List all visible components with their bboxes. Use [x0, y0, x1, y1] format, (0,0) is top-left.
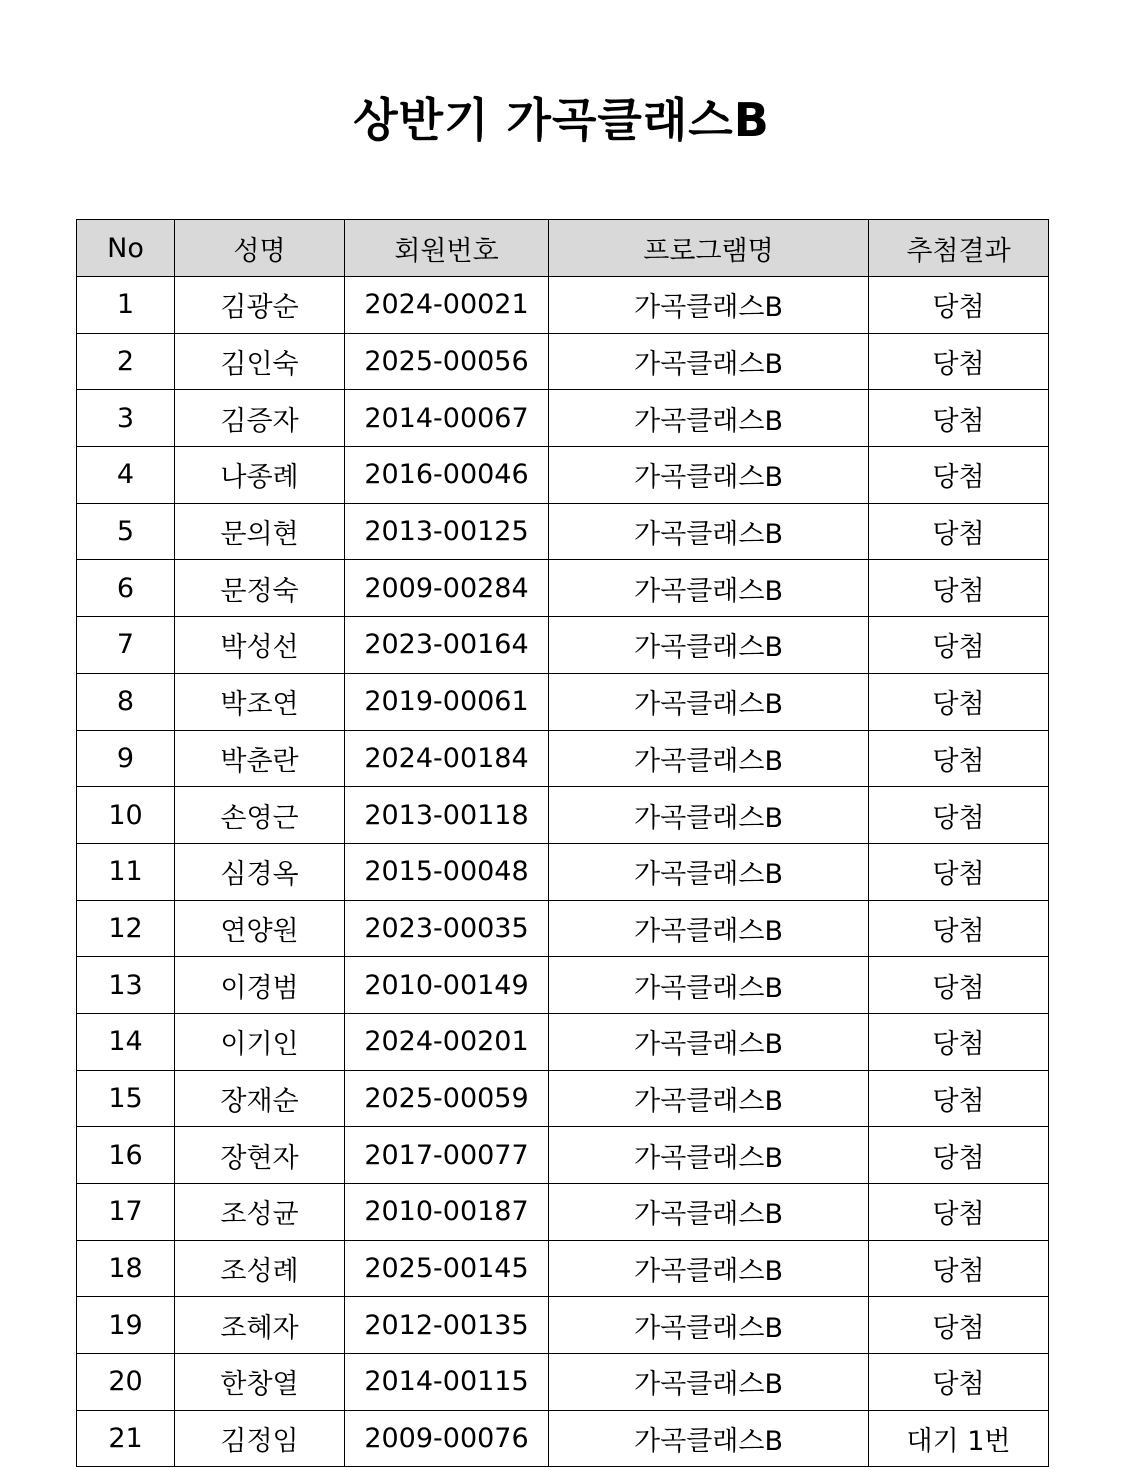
lottery-result-cell: 당첨	[869, 1354, 1049, 1411]
table-row	[77, 447, 1049, 504]
name-cell: 이경범	[175, 957, 345, 1014]
program-name-cell: 가곡클래스B	[549, 1410, 869, 1467]
name-cell: 장재순	[175, 1070, 345, 1127]
name-cell: 나종례	[175, 447, 345, 504]
program-name-cell: 가곡클래스B	[549, 1354, 869, 1411]
table-row	[77, 900, 1049, 957]
lottery-result-cell: 당첨	[869, 787, 1049, 844]
row-number-cell: 5	[77, 503, 175, 560]
member-number-cell: 2014-00067	[345, 390, 549, 447]
member-number-cell: 2023-00164	[345, 617, 549, 674]
table-row	[77, 1240, 1049, 1297]
member-number-cell: 2013-00118	[345, 787, 549, 844]
lottery-result-cell: 당첨	[869, 730, 1049, 787]
table-header-row	[77, 220, 1049, 277]
name-cell: 연양원	[175, 900, 345, 957]
program-name-cell: 가곡클래스B	[549, 1013, 869, 1070]
member-number-cell: 2025-00059	[345, 1070, 549, 1127]
row-number-cell: 2	[77, 333, 175, 390]
lottery-result-cell: 당첨	[869, 1013, 1049, 1070]
row-number-cell: 16	[77, 1127, 175, 1184]
name-cell: 손영근	[175, 787, 345, 844]
lottery-result-cell: 대기 1번	[869, 1410, 1049, 1467]
row-number-cell: 18	[77, 1240, 175, 1297]
header-member-number: 회원번호	[345, 220, 549, 277]
program-name-cell: 가곡클래스B	[549, 1240, 869, 1297]
table-row	[77, 390, 1049, 447]
row-number-cell: 20	[77, 1354, 175, 1411]
name-cell: 장현자	[175, 1127, 345, 1184]
program-name-cell: 가곡클래스B	[549, 447, 869, 504]
lottery-result-cell: 당첨	[869, 957, 1049, 1014]
row-number-cell: 19	[77, 1297, 175, 1354]
name-cell: 문의현	[175, 503, 345, 560]
name-cell: 김정임	[175, 1410, 345, 1467]
header-lottery-result: 추첨결과	[869, 220, 1049, 277]
lottery-result-cell: 당첨	[869, 1070, 1049, 1127]
header-no: No	[77, 220, 175, 277]
name-cell: 이기인	[175, 1013, 345, 1070]
header-program-name: 프로그램명	[549, 220, 869, 277]
row-number-cell: 3	[77, 390, 175, 447]
member-number-cell: 2024-00201	[345, 1013, 549, 1070]
table-row	[77, 1354, 1049, 1411]
table-row	[77, 730, 1049, 787]
lottery-result-cell: 당첨	[869, 900, 1049, 957]
name-cell: 조혜자	[175, 1297, 345, 1354]
row-number-cell: 15	[77, 1070, 175, 1127]
program-name-cell: 가곡클래스B	[549, 333, 869, 390]
program-name-cell: 가곡클래스B	[549, 503, 869, 560]
member-number-cell: 2012-00135	[345, 1297, 549, 1354]
member-number-cell: 2015-00048	[345, 843, 549, 900]
member-number-cell: 2024-00184	[345, 730, 549, 787]
name-cell: 한창열	[175, 1354, 345, 1411]
member-number-cell: 2019-00061	[345, 673, 549, 730]
row-number-cell: 17	[77, 1184, 175, 1241]
lottery-result-table	[76, 219, 1049, 1467]
row-number-cell: 11	[77, 843, 175, 900]
row-number-cell: 12	[77, 900, 175, 957]
member-number-cell: 2017-00077	[345, 1127, 549, 1184]
program-name-cell: 가곡클래스B	[549, 730, 869, 787]
program-name-cell: 가곡클래스B	[549, 900, 869, 957]
program-name-cell: 가곡클래스B	[549, 1070, 869, 1127]
lottery-result-cell: 당첨	[869, 447, 1049, 504]
row-number-cell: 6	[77, 560, 175, 617]
name-cell: 조성례	[175, 1240, 345, 1297]
table-row	[77, 1013, 1049, 1070]
program-name-cell: 가곡클래스B	[549, 617, 869, 674]
row-number-cell: 9	[77, 730, 175, 787]
member-number-cell: 2009-00284	[345, 560, 549, 617]
member-number-cell: 2010-00187	[345, 1184, 549, 1241]
row-number-cell: 8	[77, 673, 175, 730]
name-cell: 문정숙	[175, 560, 345, 617]
lottery-result-cell: 당첨	[869, 560, 1049, 617]
lottery-result-cell: 당첨	[869, 1184, 1049, 1241]
row-number-cell: 21	[77, 1410, 175, 1467]
program-name-cell: 가곡클래스B	[549, 1184, 869, 1241]
program-name-cell: 가곡클래스B	[549, 673, 869, 730]
name-cell: 김광순	[175, 277, 345, 334]
table-row	[77, 277, 1049, 334]
member-number-cell: 2010-00149	[345, 957, 549, 1014]
program-name-cell: 가곡클래스B	[549, 1127, 869, 1184]
row-number-cell: 10	[77, 787, 175, 844]
table-row	[77, 1070, 1049, 1127]
name-cell: 박조연	[175, 673, 345, 730]
member-number-cell: 2025-00056	[345, 333, 549, 390]
member-number-cell: 2023-00035	[345, 900, 549, 957]
lottery-result-cell: 당첨	[869, 1297, 1049, 1354]
member-number-cell: 2013-00125	[345, 503, 549, 560]
table-row	[77, 843, 1049, 900]
lottery-result-cell: 당첨	[869, 333, 1049, 390]
lottery-result-cell: 당첨	[869, 673, 1049, 730]
member-number-cell: 2016-00046	[345, 447, 549, 504]
lottery-result-cell: 당첨	[869, 1240, 1049, 1297]
table-row	[77, 957, 1049, 1014]
row-number-cell: 7	[77, 617, 175, 674]
lottery-result-cell: 당첨	[869, 277, 1049, 334]
name-cell: 심경옥	[175, 843, 345, 900]
table-row	[77, 560, 1049, 617]
table-row	[77, 1297, 1049, 1354]
lottery-result-cell: 당첨	[869, 503, 1049, 560]
page-title: 상반기 가곡클래스B	[353, 93, 770, 147]
name-cell: 박춘란	[175, 730, 345, 787]
table-row	[77, 1127, 1049, 1184]
member-number-cell: 2009-00076	[345, 1410, 549, 1467]
name-cell: 박성선	[175, 617, 345, 674]
row-number-cell: 13	[77, 957, 175, 1014]
table-row	[77, 673, 1049, 730]
member-number-cell: 2024-00021	[345, 277, 549, 334]
program-name-cell: 가곡클래스B	[549, 787, 869, 844]
name-cell: 김증자	[175, 390, 345, 447]
lottery-result-cell: 당첨	[869, 843, 1049, 900]
row-number-cell: 1	[77, 277, 175, 334]
table-body	[77, 277, 1049, 1467]
program-name-cell: 가곡클래스B	[549, 390, 869, 447]
lottery-result-cell: 당첨	[869, 390, 1049, 447]
table-row	[77, 617, 1049, 674]
row-number-cell: 14	[77, 1013, 175, 1070]
program-name-cell: 가곡클래스B	[549, 560, 869, 617]
member-number-cell: 2025-00145	[345, 1240, 549, 1297]
program-name-cell: 가곡클래스B	[549, 957, 869, 1014]
table-row	[77, 503, 1049, 560]
row-number-cell: 4	[77, 447, 175, 504]
program-name-cell: 가곡클래스B	[549, 277, 869, 334]
name-cell: 김인숙	[175, 333, 345, 390]
program-name-cell: 가곡클래스B	[549, 1297, 869, 1354]
name-cell: 조성균	[175, 1184, 345, 1241]
table-row	[77, 787, 1049, 844]
table-row	[77, 1410, 1049, 1467]
table-row	[77, 1184, 1049, 1241]
table-row	[77, 333, 1049, 390]
member-number-cell: 2014-00115	[345, 1354, 549, 1411]
header-name: 성명	[175, 220, 345, 277]
lottery-result-cell: 당첨	[869, 1127, 1049, 1184]
lottery-result-cell: 당첨	[869, 617, 1049, 674]
program-name-cell: 가곡클래스B	[549, 843, 869, 900]
